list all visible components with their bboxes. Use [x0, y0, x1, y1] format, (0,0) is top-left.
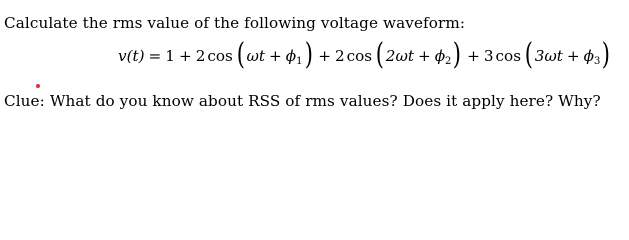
term3-cos: cos — [495, 47, 521, 65]
term1-phase-subscript: 1 — [296, 56, 303, 67]
plus-sign: + — [178, 47, 192, 65]
term1-omega-t: ωt — [246, 47, 266, 65]
term3-close-paren: ) — [602, 37, 611, 72]
term1-plus: + — [269, 47, 282, 65]
clue-line — [4, 92, 601, 110]
question-prompt: Calculate the rms value of the following voltage waveform: — [4, 14, 466, 32]
term1-coefficient: 2 — [195, 47, 206, 65]
term2-phase-subscript: 2 — [445, 56, 452, 67]
equation-constant: 1 — [165, 47, 175, 65]
term1-cos: cos — [207, 47, 233, 65]
clue-label: Clue: — [4, 92, 45, 110]
term1-close-paren: ) — [304, 37, 313, 72]
term3-phase-subscript: 3 — [593, 56, 601, 67]
term2-close-paren: ) — [453, 37, 462, 72]
equals-sign: = — [148, 47, 162, 65]
voltage-equation — [118, 36, 612, 76]
term1-open-paren: ( — [236, 37, 245, 72]
term3-plus: + — [566, 47, 580, 65]
term3-open-paren: ( — [524, 37, 533, 72]
term1-phase: $\phi_1$ — [285, 47, 303, 67]
equation-lhs: v(t) — [118, 47, 145, 65]
term3-phase: $\phi_3$ — [583, 47, 601, 67]
marker-dot — [36, 84, 40, 88]
term3-omega-t: 3ωt — [534, 47, 563, 65]
term2-open-paren: ( — [375, 37, 385, 72]
term2-coefficient: 2 — [334, 47, 345, 65]
term2-phase: $\phi_2$ — [434, 47, 452, 67]
term3-coefficient: 3 — [483, 47, 494, 65]
plus-sign-2: + — [318, 47, 331, 65]
term2-omega-t: 2ωt — [385, 47, 414, 65]
term2-cos: cos — [346, 47, 373, 65]
plus-sign-3: + — [467, 47, 480, 65]
clue-text: What do you know about RSS of rms values? Does it apply here? Why? — [49, 92, 601, 110]
term2-plus: + — [417, 47, 431, 65]
